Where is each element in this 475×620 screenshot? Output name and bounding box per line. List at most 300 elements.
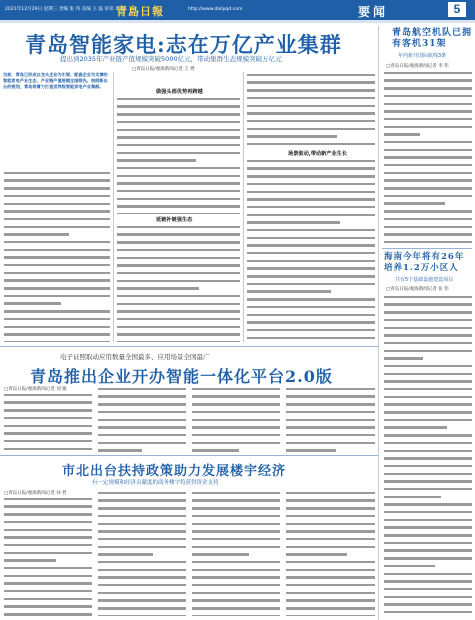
- story2-byline: □青岛日报/观海新闻记者 刘 媛: [4, 387, 67, 392]
- text-line: [384, 519, 472, 525]
- text-line: [286, 403, 375, 409]
- text-line: [384, 141, 472, 147]
- text-line: [247, 283, 375, 289]
- text-line: [4, 605, 92, 611]
- text-line: [192, 395, 280, 401]
- text-line: [384, 473, 472, 479]
- text-line: [384, 233, 472, 239]
- text-line: [247, 229, 375, 235]
- text-line: [117, 257, 240, 263]
- text-line: [192, 492, 280, 498]
- text-line: [4, 179, 110, 185]
- story2-kicker: 电子证照取动应用数量全国最多、应用场景全国最广: [60, 353, 210, 361]
- text-line: [117, 341, 240, 342]
- story1-column-1: [4, 170, 110, 342]
- text-line: [384, 496, 472, 502]
- text-line: [384, 503, 472, 509]
- text-line: [98, 499, 186, 505]
- text-line: [384, 380, 472, 386]
- text-line: [247, 306, 375, 312]
- text-line: [247, 329, 375, 335]
- text-line: [247, 252, 375, 258]
- text-line: [384, 218, 472, 224]
- text-line: [247, 74, 375, 80]
- text-line: [384, 210, 472, 216]
- story1-section-heading: 延链补链强生态: [156, 217, 193, 223]
- text-line: [117, 287, 240, 293]
- text-line: [117, 182, 240, 188]
- text-line: [117, 136, 240, 142]
- text-line: [384, 373, 472, 379]
- text-line: [117, 129, 240, 135]
- text-line: [384, 303, 472, 309]
- text-line: [117, 198, 240, 204]
- text-line: [98, 553, 186, 559]
- text-line: [98, 615, 186, 616]
- text-line: [98, 449, 186, 452]
- story3-column-4: [286, 490, 375, 616]
- header-underline: [0, 20, 475, 23]
- story3-column-2: [98, 490, 186, 616]
- text-line: [117, 121, 240, 127]
- text-line: [247, 112, 375, 118]
- page-number: 5: [448, 2, 466, 17]
- text-line: [286, 584, 375, 590]
- text-line: [4, 287, 110, 293]
- text-line: [384, 327, 472, 333]
- text-line: [384, 603, 472, 609]
- story1-column-5: [247, 158, 375, 342]
- text-line: [98, 569, 186, 575]
- text-line: [384, 388, 472, 394]
- text-line: [98, 546, 186, 552]
- text-line: [384, 488, 472, 494]
- text-line: [286, 569, 375, 575]
- text-line: [4, 598, 92, 604]
- text-line: [192, 449, 280, 452]
- text-line: [384, 241, 472, 245]
- story3-byline: □青岛日报/观海新闻记者 孙 哲: [4, 491, 67, 496]
- text-line: [247, 321, 375, 327]
- column-rule: [113, 72, 114, 342]
- text-line: [117, 175, 240, 181]
- text-line: [286, 507, 375, 513]
- text-line: [247, 143, 375, 146]
- text-line: [384, 87, 472, 93]
- text-line: [117, 205, 240, 211]
- text-line: [192, 388, 280, 394]
- text-line: [98, 515, 186, 521]
- text-line: [4, 295, 110, 301]
- text-line: [384, 179, 472, 185]
- text-line: [286, 515, 375, 521]
- text-line: [384, 526, 472, 532]
- text-line: [117, 233, 240, 239]
- text-line: [192, 615, 280, 616]
- story3-column-3: [192, 490, 280, 616]
- text-line: [98, 530, 186, 536]
- text-line: [117, 310, 240, 316]
- text-line: [384, 434, 472, 440]
- side1-body: [384, 70, 472, 245]
- text-line: [286, 592, 375, 598]
- text-line: [384, 573, 472, 579]
- text-line: [4, 440, 92, 446]
- text-line: [98, 403, 186, 409]
- text-line: [4, 513, 92, 519]
- text-line: [4, 567, 92, 573]
- text-line: [384, 319, 472, 325]
- text-line: [117, 272, 240, 278]
- text-line: [384, 549, 472, 555]
- text-line: [286, 434, 375, 440]
- text-line: [384, 296, 472, 302]
- text-line: [384, 103, 472, 109]
- text-line: [384, 511, 472, 517]
- text-line: [384, 110, 472, 116]
- text-line: [247, 244, 375, 250]
- story1-section-heading: 做强头部优势再跨越: [156, 89, 203, 95]
- text-line: [286, 546, 375, 552]
- text-line: [192, 592, 280, 598]
- text-line: [98, 538, 186, 544]
- story2-column-3: [192, 386, 280, 452]
- text-line: [4, 203, 110, 209]
- text-line: [384, 565, 472, 571]
- text-line: [117, 249, 240, 255]
- text-line: [286, 561, 375, 567]
- text-line: [4, 613, 92, 616]
- text-line: [4, 590, 92, 596]
- text-line: [247, 81, 375, 87]
- text-line: [4, 552, 92, 558]
- text-line: [117, 295, 240, 301]
- text-line: [286, 426, 375, 432]
- text-line: [192, 538, 280, 544]
- text-line: [4, 432, 92, 438]
- text-line: [384, 365, 472, 371]
- text-line: [4, 318, 110, 324]
- text-line: [247, 221, 375, 227]
- text-line: [192, 553, 280, 559]
- side1-subhead: 年内新开国际航线3条: [398, 53, 447, 59]
- text-line: [192, 523, 280, 529]
- text-line: [384, 411, 472, 417]
- text-line: [117, 213, 240, 214]
- story-divider: [0, 346, 378, 347]
- text-line: [98, 576, 186, 582]
- side2-headline: 海南今年将有26年培养1.2万小区人: [384, 252, 465, 273]
- text-line: [192, 426, 280, 432]
- text-line: [117, 326, 240, 332]
- text-line: [247, 214, 375, 220]
- text-line: [192, 569, 280, 575]
- text-line: [384, 426, 472, 432]
- text-line: [384, 350, 472, 356]
- text-line: [4, 575, 92, 581]
- text-line: [384, 557, 472, 563]
- story1-intro: 当前，青岛已形成以龙头企业为引领、配套企业为支撑的智能家电产业生态，产业链产值规模全国领先。按照新出台的规划，青岛将着力打造世界级智能家电产业集群。: [3, 72, 108, 89]
- story1-column-3: [117, 224, 240, 342]
- text-line: [192, 515, 280, 521]
- text-line: [4, 544, 92, 550]
- text-line: [247, 167, 375, 173]
- text-line: [384, 396, 472, 402]
- text-line: [98, 523, 186, 529]
- text-line: [384, 480, 472, 486]
- text-line: [4, 326, 110, 332]
- text-line: [192, 434, 280, 440]
- side2-subhead: 共有5个基础设施建设项目: [395, 277, 454, 283]
- text-line: [247, 337, 375, 342]
- text-line: [286, 449, 375, 452]
- text-line: [4, 302, 110, 308]
- text-line: [384, 580, 472, 586]
- story2-column-4: [286, 386, 375, 452]
- text-line: [247, 128, 375, 134]
- story3-headline: 市北出台扶持政策助力发展楼宇经济: [62, 464, 287, 479]
- text-line: [117, 167, 240, 173]
- side2-body: [384, 294, 472, 616]
- text-line: [384, 457, 472, 463]
- text-line: [247, 135, 375, 141]
- text-line: [4, 226, 110, 232]
- text-line: [286, 553, 375, 559]
- text-line: [384, 542, 472, 548]
- text-line: [192, 411, 280, 417]
- text-line: [4, 264, 110, 270]
- text-line: [117, 105, 240, 111]
- text-line: [4, 333, 110, 339]
- text-line: [117, 241, 240, 247]
- text-line: [247, 175, 375, 181]
- story1-headline: 青岛智能家电:志在万亿产业集群: [25, 32, 342, 57]
- text-line: [286, 530, 375, 536]
- text-line: [384, 311, 472, 317]
- text-line: [384, 596, 472, 602]
- text-line: [384, 149, 472, 155]
- text-line: [4, 521, 92, 527]
- text-line: [384, 195, 472, 201]
- text-line: [247, 183, 375, 189]
- text-line: [192, 599, 280, 605]
- text-line: [4, 559, 92, 565]
- text-line: [247, 198, 375, 204]
- section-title: 要闻: [358, 5, 389, 19]
- text-line: [286, 599, 375, 605]
- text-line: [4, 241, 110, 247]
- newspaper-logo: 青島日報: [116, 5, 164, 18]
- text-line: [286, 442, 375, 448]
- text-line: [98, 426, 186, 432]
- story1-section-heading: 场景驱动,带动新产业生长: [288, 151, 348, 157]
- text-line: [98, 592, 186, 598]
- story1-byline: □青岛日报/观海新闻记者 王 娉: [132, 67, 195, 72]
- text-line: [98, 584, 186, 590]
- text-line: [384, 156, 472, 162]
- text-line: [384, 164, 472, 170]
- text-line: [117, 333, 240, 339]
- side2-byline: □青岛日报/观海新闻记者 张 伟: [386, 287, 449, 292]
- text-line: [247, 290, 375, 296]
- text-line: [4, 498, 92, 504]
- text-line: [4, 256, 110, 262]
- text-line: [117, 264, 240, 270]
- text-line: [4, 401, 92, 407]
- text-line: [247, 191, 375, 197]
- text-line: [117, 226, 240, 232]
- text-line: [117, 159, 240, 165]
- text-line: [384, 72, 472, 78]
- text-line: [117, 318, 240, 324]
- text-line: [384, 588, 472, 594]
- text-line: [117, 113, 240, 119]
- text-line: [384, 611, 472, 616]
- text-line: [384, 357, 472, 363]
- text-line: [4, 409, 92, 415]
- text-line: [4, 272, 110, 278]
- text-line: [192, 499, 280, 505]
- text-line: [384, 202, 472, 208]
- text-line: [247, 298, 375, 304]
- text-line: [192, 576, 280, 582]
- text-line: [247, 260, 375, 266]
- column-rule: [243, 72, 244, 342]
- text-line: [286, 607, 375, 613]
- text-line: [117, 144, 240, 150]
- text-line: [98, 411, 186, 417]
- text-line: [192, 442, 280, 448]
- text-line: [4, 417, 92, 423]
- text-line: [247, 237, 375, 243]
- text-line: [384, 95, 472, 101]
- text-line: [286, 395, 375, 401]
- text-line: [286, 411, 375, 417]
- text-line: [384, 133, 472, 139]
- text-line: [4, 218, 110, 224]
- text-line: [384, 450, 472, 456]
- text-line: [4, 249, 110, 255]
- text-line: [247, 267, 375, 273]
- text-line: [286, 419, 375, 425]
- text-line: [286, 499, 375, 505]
- text-line: [117, 280, 240, 286]
- story3-subhead: 有一定规模和经济贡献度的商务楼宇将获得资金支持: [92, 480, 219, 486]
- text-line: [4, 529, 92, 535]
- story1-column-2: [117, 96, 240, 214]
- text-line: [192, 403, 280, 409]
- text-line: [4, 394, 92, 400]
- text-line: [98, 492, 186, 498]
- text-line: [384, 342, 472, 348]
- text-line: [286, 615, 375, 616]
- text-line: [98, 419, 186, 425]
- text-line: [384, 187, 472, 193]
- text-line: [98, 561, 186, 567]
- text-line: [4, 233, 110, 239]
- text-line: [117, 98, 240, 104]
- text-line: [4, 505, 92, 511]
- text-line: [4, 448, 92, 452]
- text-line: [98, 434, 186, 440]
- masthead-bar: [0, 0, 475, 20]
- text-line: [4, 172, 110, 178]
- story1-subhead: 提出到2035年产业链产值规模突破5000亿元，带动集群生态规模突破万亿元: [60, 55, 282, 63]
- text-line: [4, 210, 110, 216]
- text-line: [247, 275, 375, 281]
- text-line: [192, 530, 280, 536]
- text-line: [286, 388, 375, 394]
- text-line: [4, 279, 110, 285]
- text-line: [247, 120, 375, 126]
- text-line: [192, 507, 280, 513]
- text-line: [4, 310, 110, 316]
- text-line: [4, 341, 110, 342]
- text-line: [247, 314, 375, 320]
- text-line: [98, 442, 186, 448]
- text-line: [192, 546, 280, 552]
- text-line: [247, 105, 375, 111]
- text-line: [98, 599, 186, 605]
- text-line: [4, 582, 92, 588]
- text-line: [4, 195, 110, 201]
- text-line: [384, 534, 472, 540]
- text-line: [286, 523, 375, 529]
- sidebar-rule: [378, 26, 379, 620]
- text-line: [384, 79, 472, 85]
- text-line: [286, 492, 375, 498]
- text-line: [4, 425, 92, 431]
- text-line: [117, 190, 240, 196]
- text-line: [286, 538, 375, 544]
- story2-column-1: [4, 392, 92, 452]
- text-line: [98, 507, 186, 513]
- text-line: [247, 97, 375, 103]
- text-line: [192, 419, 280, 425]
- text-line: [384, 419, 472, 425]
- website-url[interactable]: http://www.dailyqd.com: [188, 7, 243, 12]
- story-divider: [0, 455, 378, 456]
- text-line: [384, 334, 472, 340]
- text-line: [4, 187, 110, 193]
- text-line: [384, 172, 472, 178]
- text-line: [384, 126, 472, 132]
- text-line: [384, 118, 472, 124]
- text-line: [247, 89, 375, 95]
- text-line: [117, 303, 240, 309]
- text-line: [98, 388, 186, 394]
- story2-column-2: [98, 386, 186, 452]
- text-line: [192, 607, 280, 613]
- story3-column-1: [4, 496, 92, 616]
- text-line: [384, 442, 472, 448]
- side1-byline: □青岛日报/观海新闻记者 李 伟: [386, 64, 449, 69]
- text-line: [4, 536, 92, 542]
- text-line: [286, 576, 375, 582]
- text-line: [247, 206, 375, 212]
- side1-headline: 青岛航空机队已拥有客机31架: [392, 28, 473, 49]
- text-line: [247, 160, 375, 166]
- text-line: [117, 152, 240, 158]
- text-line: [98, 607, 186, 613]
- story2-headline: 青岛推出企业开办智能一体化平台2.0版: [30, 367, 333, 386]
- text-line: [384, 465, 472, 471]
- text-line: [98, 395, 186, 401]
- text-line: [192, 584, 280, 590]
- text-line: [384, 403, 472, 409]
- story1-column-4: [247, 72, 375, 146]
- text-line: [192, 561, 280, 567]
